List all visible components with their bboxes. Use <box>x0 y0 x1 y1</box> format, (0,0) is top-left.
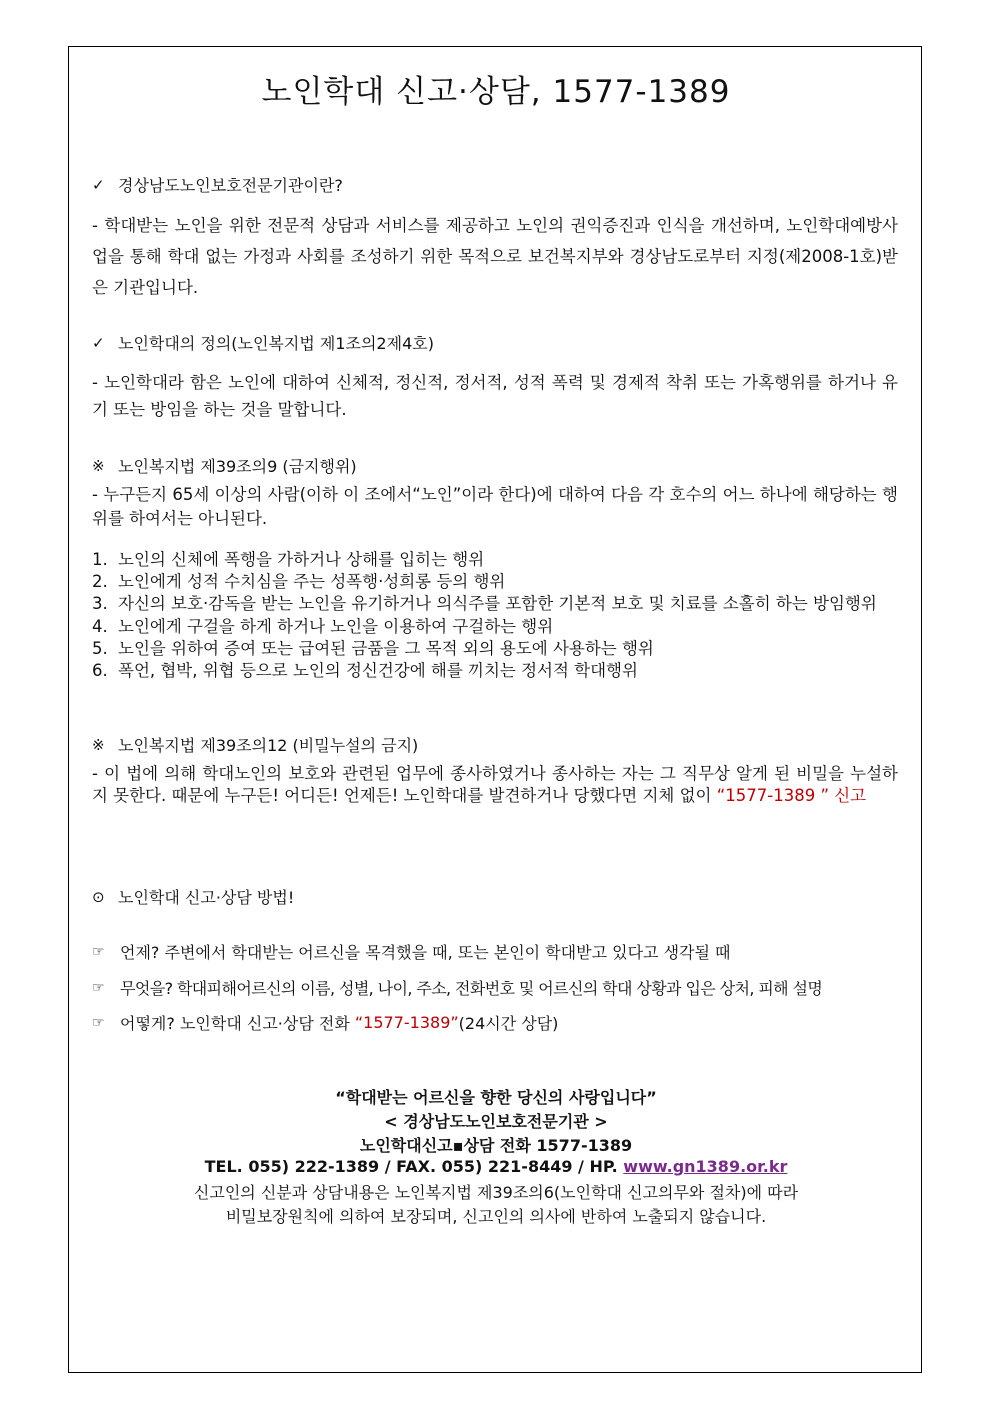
list-text: 노인에게 성적 수치심을 주는 성폭행·성희롱 등의 행위 <box>118 572 506 592</box>
list-text: 자신의 보호·감독을 받는 노인을 유기하거나 의식주를 포함한 기본적 보호 및 치료를 소홀히 하는 방임행위 <box>118 594 877 614</box>
section-heading-text: 경상남도노인보호전문기관이란? <box>118 176 343 195</box>
method-text: 학대피해어르신의 이름, 성별, 나이, 주소, 전화번호 및 어르신의 학대 상황과 입은 상처, 피해 설명 <box>172 979 823 998</box>
pointing-hand-icon: ☞ <box>92 1014 105 1031</box>
checkmark-icon: ✓ <box>92 333 105 352</box>
institution-description: - 학대받는 노인을 위한 전문적 상담과 서비스를 제공하고 노인의 권익증진과 인식을 개선하며, 노인학대예방사업을 통해 학대 없는 가정과 사회를 조성하기 위한 목적으로 보건복지부와 경상남도로부터 지정(제2008-1호)받은 기관입니다. <box>92 216 898 297</box>
checkmark-icon: ✓ <box>92 175 105 194</box>
confidentiality-body: - 이 법에 의해 학대노인의 보호와 관련된 업무에 종사하였거나 종사하는 자는 그 직무상 알게 된 비밀을 누설하지 못한다. 때문에 누구든! 어디든! 언제든! 노인학대를 발견하거나 당했다면 지체 없이 <box>92 764 898 805</box>
list-number: 3. <box>92 594 108 614</box>
list-item <box>92 571 898 593</box>
hotline-highlight: “1577-1389 ” 신고 <box>716 786 867 805</box>
list-item <box>92 616 898 638</box>
footer-notice-line1: 신고인의 신분과 상담내용은 노인복지법 제39조의6(노인학대 신고의무와 절차)에 따라 <box>193 1183 799 1202</box>
footer-hotline: 노인학대신고▪상담 전화 1577-1389 <box>359 1136 633 1155</box>
section-heading-text: 노인복지법 제39조의9 (금지행위) <box>118 457 357 476</box>
section-heading-confidentiality <box>92 733 418 756</box>
method-suffix: (24시간 상담) <box>458 1014 559 1033</box>
hotline-highlight: “1577-1389” <box>354 1013 459 1032</box>
list-number: 5. <box>92 638 108 658</box>
method-item-what <box>92 976 822 999</box>
method-label: 어떻게? <box>120 1014 175 1033</box>
list-item <box>92 660 898 682</box>
list-number: 1. <box>92 550 108 569</box>
section-heading-prohibited-acts <box>92 454 357 477</box>
method-item-when <box>92 940 731 963</box>
footer-organization: < 경상남도노인보호전문기관 > <box>384 1112 608 1131</box>
prohibited-acts-intro: - 누구든지 65세 이상의 사람(이하 이 조에서“노인”이라 한다)에 대하여 다음 각 호수의 어느 하나에 해당하는 행위를 하여서는 아니된다. <box>92 485 898 528</box>
list-text: 노인을 위하여 증여 또는 급여된 금품을 그 목적 외의 용도에 사용하는 행위 <box>118 638 654 658</box>
list-item <box>92 638 898 660</box>
pointing-hand-icon: ☞ <box>92 979 104 996</box>
method-text: 노인학대 신고·상담 전화 <box>174 1014 355 1033</box>
list-number: 2. <box>92 572 108 592</box>
section-heading-report-method <box>92 885 294 908</box>
circle-dot-icon: ⊙ <box>92 887 105 906</box>
list-text: 노인에게 구걸을 하게 하거나 노인을 이용하여 구걸하는 행위 <box>118 616 554 636</box>
confidentiality-text <box>92 763 898 807</box>
section-heading-institution <box>92 173 343 196</box>
section-heading-definition <box>92 331 434 354</box>
list-text: 노인의 신체에 폭행을 가하거나 상해를 입히는 행위 <box>118 550 485 569</box>
footer-notice-line2: 비밀보장원칙에 의하여 보장되며, 신고인의 의사에 반하여 노출되지 않습니다. <box>225 1207 767 1226</box>
section-heading-text: 노인복지법 제39조의12 (비밀누설의 금지) <box>118 736 419 755</box>
method-label: 무엇을? <box>120 979 173 998</box>
prohibited-acts-list <box>92 549 898 682</box>
list-item <box>92 549 898 571</box>
section-heading-text: 노인학대의 정의(노인복지법 제1조의2제4호) <box>118 334 434 353</box>
list-item <box>92 593 898 615</box>
method-label: 언제? <box>120 943 160 962</box>
reference-mark-icon: ※ <box>92 735 105 754</box>
list-text: 폭언, 협박, 위협 등으로 노인의 정신건강에 해를 끼치는 정서적 학대행위 <box>118 661 638 681</box>
section-heading-text: 노인학대 신고·상담 방법! <box>118 888 295 907</box>
method-item-how <box>92 1011 558 1034</box>
list-number: 6. <box>92 661 108 681</box>
website-link[interactable]: www.gn1389.or.kr <box>623 1157 788 1176</box>
method-text: 주변에서 학대받는 어르신을 목격했을 때, 또는 본인이 학대받고 있다고 생각될 때 <box>159 943 731 962</box>
reference-mark-icon: ※ <box>92 456 105 475</box>
list-number: 4. <box>92 616 108 636</box>
footer-slogan: “학대받는 어르신을 향한 당신의 사랑입니다” <box>335 1088 657 1107</box>
page-title: 노인학대 신고·상담, 1577-1389 <box>261 74 731 110</box>
footer-contact <box>0 1157 992 1176</box>
abuse-definition: - 노인학대라 함은 노인에 대하여 신체적, 정신적, 정서적, 성적 폭력 및 경제적 착취 또는 가혹행위를 하거나 유기 또는 방임을 하는 것을 말합니다. <box>92 373 898 419</box>
pointing-hand-icon: ☞ <box>92 943 105 960</box>
contact-info: TEL. 055) 222-1389 / FAX. 055) 221-8449 / HP. <box>204 1157 624 1176</box>
